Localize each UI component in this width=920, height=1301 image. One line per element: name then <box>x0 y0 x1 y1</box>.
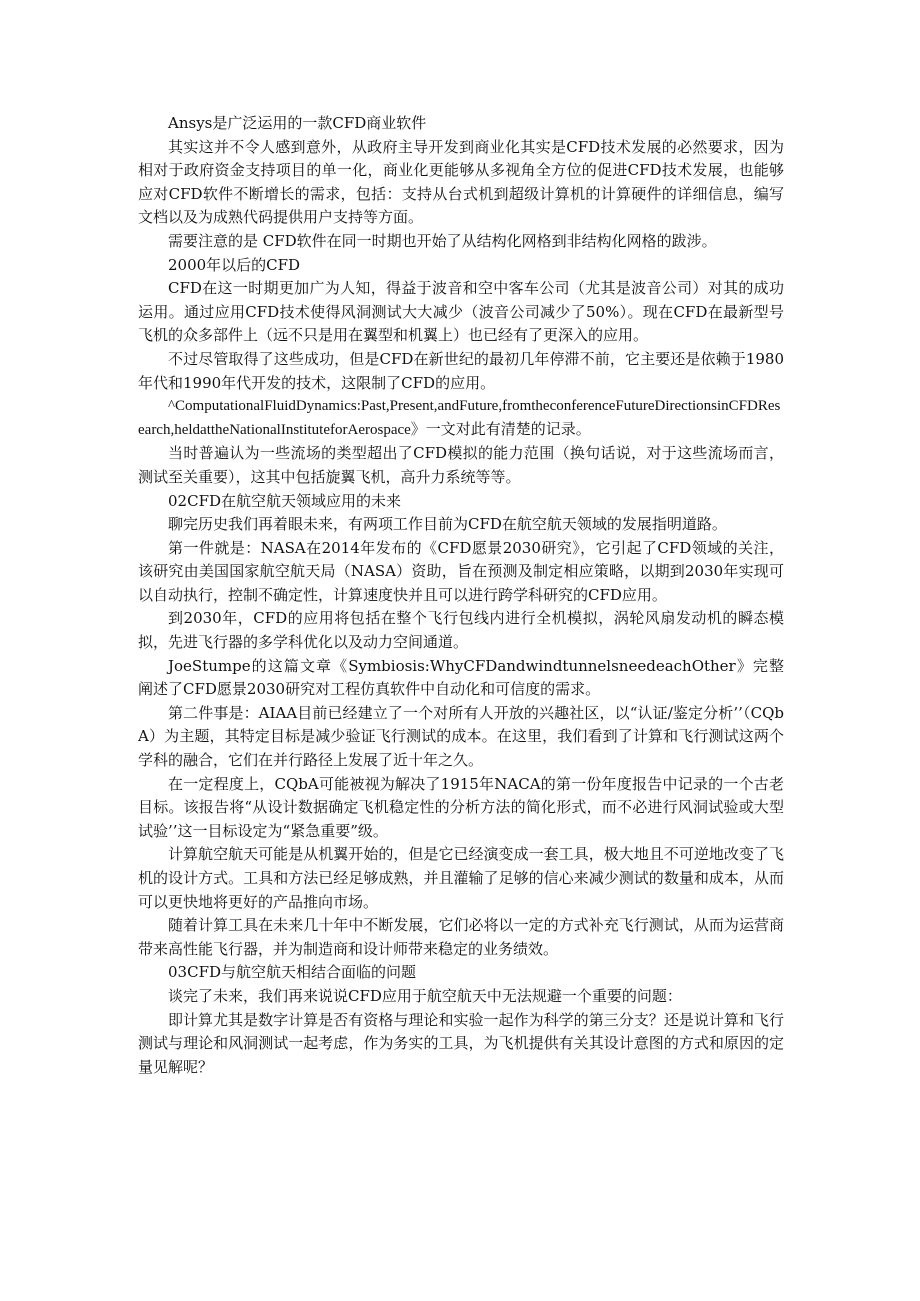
paragraph-third-branch: 即计算尤其是数字计算是否有资格与理论和实验一起作为科学的第三分支？还是说计算和飞行测试与理论和风洞测试一起考虑，作为务实的工具，为飞机提供有关其设计意图的方式和原因的定量见解呢？ <box>138 1010 784 1076</box>
paragraph-two-works: 聊完历史我们再着眼未来，有两项工作目前为CFD在航空航天领域的发展指明道路。 <box>168 515 727 534</box>
paragraph-nasa-vision: 第一件就是：NASA在2014年发布的《CFD愿景2030研究》，它引起了CFD领域的关注，该研究由美国国家航空航天局（NASA）资助，旨在预测及制定相应策略，以期到2030年实现可以自动执行，控制不确定性，计算速度快并且可以进行跨学科研究的CFD应用。 <box>138 538 784 604</box>
paragraph-boeing-airbus: CFD在这一时期更加广为人知，得益于波音和空中客车公司（尤其是波音公司）对其的成功运用。通过应用CFD技术使得风洞测试大大减少（波音公司减少了50%）。现在CFD在最新型号飞机的众多部件上（远不只是用在翼型和机翼上）也已经有了更深入的应用。 <box>138 279 784 345</box>
paragraph-future-tools: 随着计算工具在未来几十年中不断发展，它们必将以一定的方式补充飞行测试，从而为运营商带来高性能飞行器，并为制造商和设计师带来稳定的业务绩效。 <box>138 916 784 958</box>
heading-future: 02CFD在航空航天领域应用的未来 <box>168 491 401 510</box>
paragraph-computational-aerospace: 计算航空航天可能是从机翼开始的，但是它已经演变成一套工具，极大地且不可逆地改变了飞机的设计方式。工具和方法已经足够成熟，并且灌输了足够的信心来减少测试的数量和成本，从而可以更快地将更好的产品推向市场。 <box>138 845 784 911</box>
paragraph-stagnation: 不过尽管取得了这些成功，但是CFD在新世纪的最初几年停滞不前，它主要还是依赖于1980年代和1990年代开发的技术，这限制了CFD的应用。 <box>138 349 784 392</box>
paragraph-2030-applications: 到2030年，CFD的应用将包括在整个飞行包线内进行全机模拟，涡轮风扇发动机的瞬态模拟，先进飞行器的多学科优化以及动力空间通道。 <box>138 609 784 652</box>
paragraph-important-question: 谈完了未来，我们再来说说CFD应用于航空航天中无法规避一个重要的问题： <box>168 986 682 1005</box>
paragraph-naca-1915: 在一定程度上，CQbA可能被视为解决了1915年NACA的第一份年度报告中记录的一个古老目标。该报告将“从设计数据确定飞机稳定性的分析方法的简化形式，而不必进行风洞试验或大型试验’’这一目标设定为“紧急重要”级。 <box>138 774 784 840</box>
paragraph-grid-transition: 需要注意的是 CFD软件在同一时期也开始了从结构化网格到非结构化网格的跋涉。 <box>168 231 717 250</box>
heading-ansys: Ansys是广泛运用的一款CFD商业软件 <box>168 114 427 132</box>
paragraph-commercialization: 其实这并不令人感到意外，从政府主导开发到商业化其实是CFD技术发展的必然要求，因为相对于政府资金支持项目的单一化，商业化更能够从多视角全方位的促进CFD技术发展，也能够应对CFD软件不断增长的需求，包括：支持从台式机到超级计算机的计算硬件的详细信息，编写文档以及为成熟代码提供用户支持等方面。 <box>138 137 784 227</box>
paragraph-joestumpe-article: JoeStumpe的这篇文章《Symbiosis:WhyCFDandwindtunnelsneedeachOther》完整阐述了CFD愿景2030研究对工程仿真软件中自动化和可信度的需求。 <box>138 656 784 699</box>
paragraph-flow-types: 当时普遍认为一些流场的类型超出了CFD模拟的能力范围（换句话说，对于这些流场而言，测试至关重要），这其中包括旋翼飞机，高升力系统等等。 <box>138 444 784 486</box>
heading-problems: 03CFD与航空航天相结合面临的问题 <box>168 963 416 982</box>
document-page <box>138 112 784 1079</box>
paragraph-conference-reference: ^ComputationalFluidDynamics:Past,Present,andFuture,fromtheconferenceFutureDirectionsinCFDResearch,heldattheNationalInstituteforAerospace》一文对此有清楚的记录。 <box>138 398 781 438</box>
heading-after-2000: 2000年以后的CFD <box>168 255 301 274</box>
paragraph-aiaa-cqba: 第二件事是：AIAA目前已经建立了一个对所有人开放的兴趣社区，以“认证/鉴定分析’’（CQbA）为主题，其特定目标是减少验证飞行测试的成本。在这里，我们看到了计算和飞行测试这两个学科的融合，它们在并行路径上发展了近十年之久。 <box>138 703 784 770</box>
